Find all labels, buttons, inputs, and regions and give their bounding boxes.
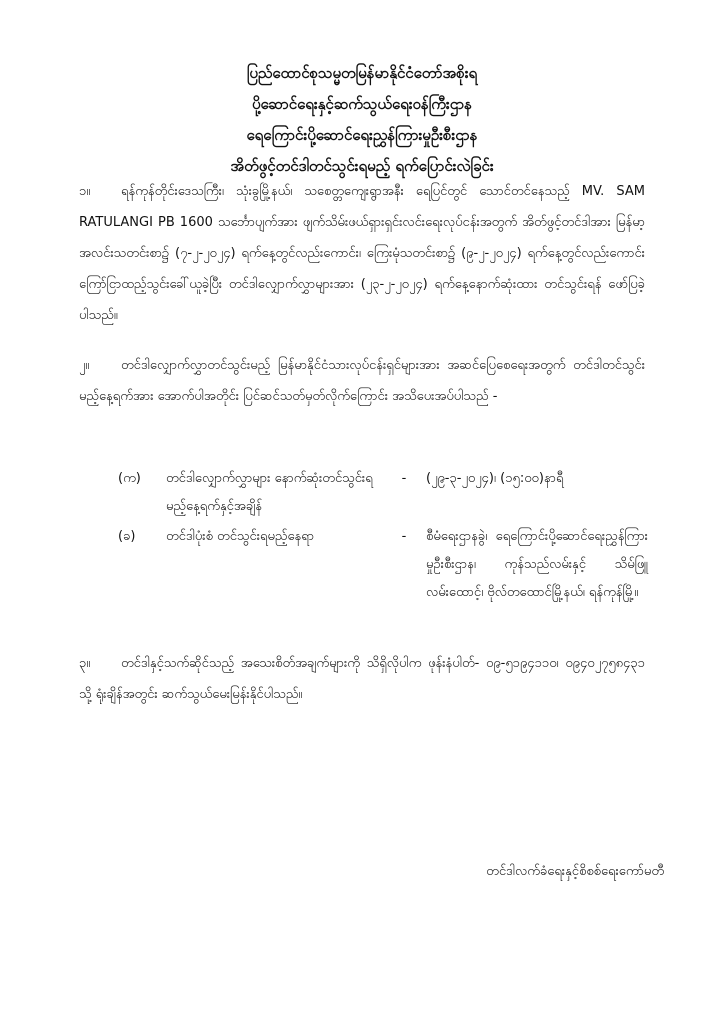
schedule-item (118, 465, 648, 521)
schedule-list (118, 465, 648, 609)
signature-committee: တင်ဒါလက်ခံရေးနှင့်စိစစ်ရေးကော်မတီ (486, 864, 664, 879)
paragraph-1-text: ရန်ကုန်တိုင်းဒေသကြီး၊ သုံးခွမြို့နယ်၊ သစေတ္တကျေးရွာအနီး ရေပြင်တွင် သောင်တင်နေသည့် MV. SAM RATULANGI PB 1600 သင်္ဘောပျက်အား ဖျက်သိမ်းဖယ်ရှားရှင်းလင်းရေးလုပ်ငန်းအတွက် အိတ်ဖွင့်တင်ဒါအား မြန်မာ့အလင်းသတင်းစာ၌ (၇-၂-၂၀၂၄) ရက်နေ့တွင်လည်းကောင်း၊ ကြေးမုံသတင်းစာ၌ (၉-၂-၂၀၂၄) ရက်နေ့တွင်လည်းကောင်း ကြော်ငြာထည့်သွင်းခေါ်ယူခဲ့ပြီး တင်ဒါလျှောက်လွှာများအား (၂၃-၂-၂၀၂၄) ရက်နေ့နောက်ဆုံးထား တင်သွင်းရန် ဖော်ပြခဲ့ပါသည်။ (79, 184, 645, 323)
paragraph-2-text: တင်ဒါလျှောက်လွှာတင်သွင်းမည့် မြန်မာနိုင်ငံသားလုပ်ငန်းရှင်များအား အဆင်ပြေစေရေးအတွက် တင်ဒါတင်သွင်းမည့်နေ့ရက်အား အောက်ပါအတိုင်း ပြင်ဆင်သတ်မှတ်လိုက်ကြောင်း အသိပေးအပ်ပါသည် - (79, 358, 645, 404)
paragraph-1 (79, 176, 645, 331)
schedule-item-dash: - (401, 529, 407, 544)
schedule-item-mark: (က) (118, 471, 141, 486)
paragraph-3 (79, 648, 645, 710)
schedule-item-value: (၂၉-၃-၂၀၂၄)၊ (၁၅:၀၀)နာရီ (426, 471, 564, 486)
paragraph-3-text: တင်ဒါနှင့်သက်ဆိုင်သည့် အသေးစိတ်အချက်များကို သိရှိလိုပါက ဖုန်းနံပါတ်- ၀၉-၅၁၉၄၁၁၀၊ ၀၉၄၀၂၇၅၈၄၃၁ သို့ ရုံးချိန်အတွင်း ဆက်သွယ်မေးမြန်းနိုင်ပါသည်။ (79, 656, 645, 702)
schedule-item-value: စီမံရေးဌာနခွဲ၊ ရေကြောင်းပို့ဆောင်ရေးညွှန်ကြားမှုဦးစီးဌာန၊ ကုန်သည်လမ်းနှင့် သိမ်ဖြူလမ်းထောင့်၊ ဗိုလ်တထောင်မြို့နယ်၊ ရန်ကုန်မြို့။ (426, 529, 648, 600)
header-government-line: ပြည်ထောင်စုသမ္မတမြန်မာနိုင်ငံတော်အစိုးရ (246, 64, 478, 82)
paragraph-2-number: ၂။ (79, 358, 90, 373)
paragraph-1-number: ၁။ (79, 184, 91, 199)
header-ministry-line: ပို့ဆောင်ရေးနှင့်ဆက်သွယ်ရေးဝန်ကြီးဌာန (252, 95, 472, 113)
paragraph-2 (79, 350, 645, 412)
schedule-item-label: တင်ဒါလျှောက်လွှာများ နောက်ဆုံးတင်သွင်းရမည့်နေ့ရက်နှင့်အချိန် (166, 471, 373, 514)
schedule-item-dash: - (401, 471, 407, 486)
document-header (0, 58, 724, 182)
header-subject-line: အိတ်ဖွင့်တင်ဒါတင်သွင်းရမည့် ရက်ပြောင်းလဲခြင်း (230, 157, 494, 175)
schedule-item-mark: (ခ) (118, 529, 136, 544)
schedule-item (118, 523, 648, 607)
schedule-item-label: တင်ဒါပုံးစံ တင်သွင်းရမည့်နေရာ (166, 529, 315, 544)
header-department-line: ရေကြောင်းပို့ဆောင်ရေးညွှန်ကြားမှုဦးစီးဌာန (246, 126, 478, 144)
paragraph-3-number: ၃။ (79, 656, 91, 671)
